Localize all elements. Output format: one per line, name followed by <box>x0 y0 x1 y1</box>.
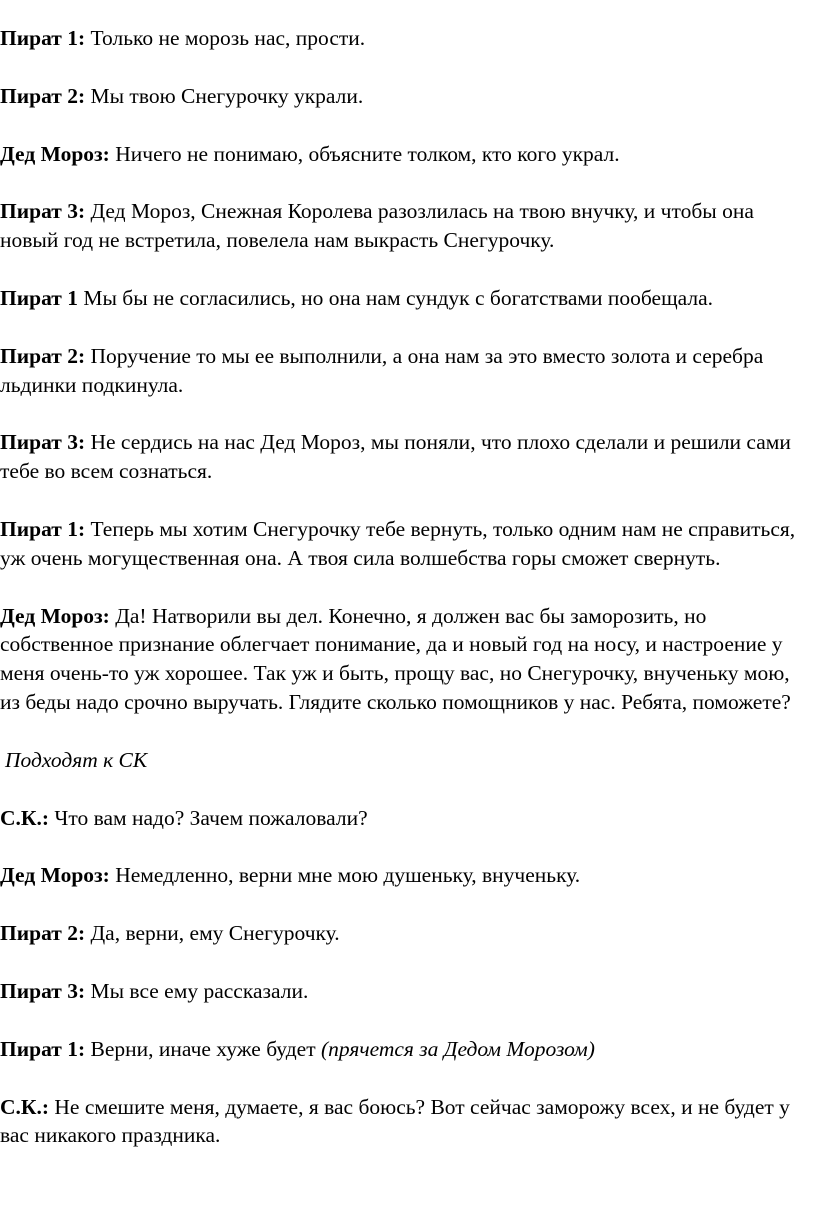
speaker-name: Дед Мороз: <box>0 603 110 628</box>
dialogue-line <box>0 140 816 169</box>
dialogue-line <box>0 1035 816 1064</box>
dialogue-line <box>0 428 816 486</box>
line-text: Верни, иначе хуже будет <box>85 1036 321 1061</box>
line-text: Да, верни, ему Снегурочку. <box>85 921 340 946</box>
dialogue-line <box>0 861 816 890</box>
speaker-name: Пират 1: <box>0 516 86 541</box>
speaker-name: Пират 2: <box>0 343 86 368</box>
line-text: Только не морозь нас, прости. <box>85 26 366 50</box>
dialogue-line <box>0 977 816 1006</box>
dialogue-line <box>0 342 816 400</box>
line-text: Немедленно, верни мне мою душеньку, внученьку. <box>109 863 581 888</box>
dialogue-line <box>0 82 816 111</box>
line-text: Не сердись на нас Дед Мороз, мы поняли, что плохо сделали и решили сами тебе во всем сознаться. <box>0 430 791 484</box>
dialogue-line <box>0 515 816 573</box>
speaker-name: С.К.: <box>0 1094 50 1119</box>
dialogue-line <box>0 1093 816 1151</box>
speaker-name: Пират 1 <box>0 285 78 310</box>
line-text: Поручение то мы ее выполнили, а она нам за это вместо золота и серебра льдинки подкинула. <box>0 343 764 397</box>
line-text: Мы все ему рассказали. <box>85 978 309 1003</box>
speaker-name: Дед Мороз: <box>0 141 110 166</box>
line-text: Что вам надо? Зачем пожаловали? <box>49 805 368 830</box>
line-text: Теперь мы хотим Снегурочку тебе вернуть, только одним нам не справиться, уж очень могущественная она. А твоя сила волшебства горы сможет свернуть. <box>0 516 796 570</box>
line-text: Дед Мороз, Снежная Королева разозлилась на твою внучку, и чтобы она новый год не встретила, повелела нам выкрасть Снегурочку. <box>0 199 754 253</box>
speaker-name: Пират 2: <box>0 921 86 946</box>
line-text: Мы твою Снегурочку украли. <box>85 83 364 108</box>
line-text: Да! Натворили вы дел. Конечно, я должен вас бы заморозить, но собственное признание облегчает понимание, да и новый год на носу, и настроение у меня очень-то уж хорошее. Так уж и быть, прощу вас, но Снегурочку, внученьку мою, из беды надо срочно выручать. Глядите сколько помощников у нас. Ребята, поможете? <box>0 603 791 714</box>
line-text: Не смешите меня, думаете, я вас боюсь? Вот сейчас заморожу всех, и не будет у вас никакого праздника. <box>0 1094 790 1148</box>
speaker-name: Дед Мороз: <box>0 863 110 888</box>
document-page <box>0 24 816 1179</box>
speaker-name: С.К.: <box>0 805 50 830</box>
speaker-name: Пират 3: <box>0 430 86 455</box>
inline-stage-direction: (прячется за Дедом Морозом) <box>320 1036 595 1061</box>
speaker-name: Пират 1: <box>0 26 86 50</box>
dialogue-line <box>0 602 816 717</box>
line-text: Мы бы не согласились, но она нам сундук с богатствами пообещала. <box>77 285 714 310</box>
speaker-name: Пират 3: <box>0 199 86 224</box>
line-text: Ничего не понимаю, объясните толком, кто кого украл. <box>109 141 620 166</box>
speaker-name: Пират 1: <box>0 1036 86 1061</box>
stage-direction: Подходят к СК <box>5 747 148 772</box>
dialogue-line <box>0 284 816 313</box>
dialogue-line <box>0 919 816 948</box>
dialogue-line <box>0 24 816 53</box>
dialogue-line <box>0 804 816 833</box>
speaker-name: Пират 3: <box>0 978 86 1003</box>
dialogue-line <box>0 197 816 255</box>
speaker-name: Пират 2: <box>0 83 86 108</box>
